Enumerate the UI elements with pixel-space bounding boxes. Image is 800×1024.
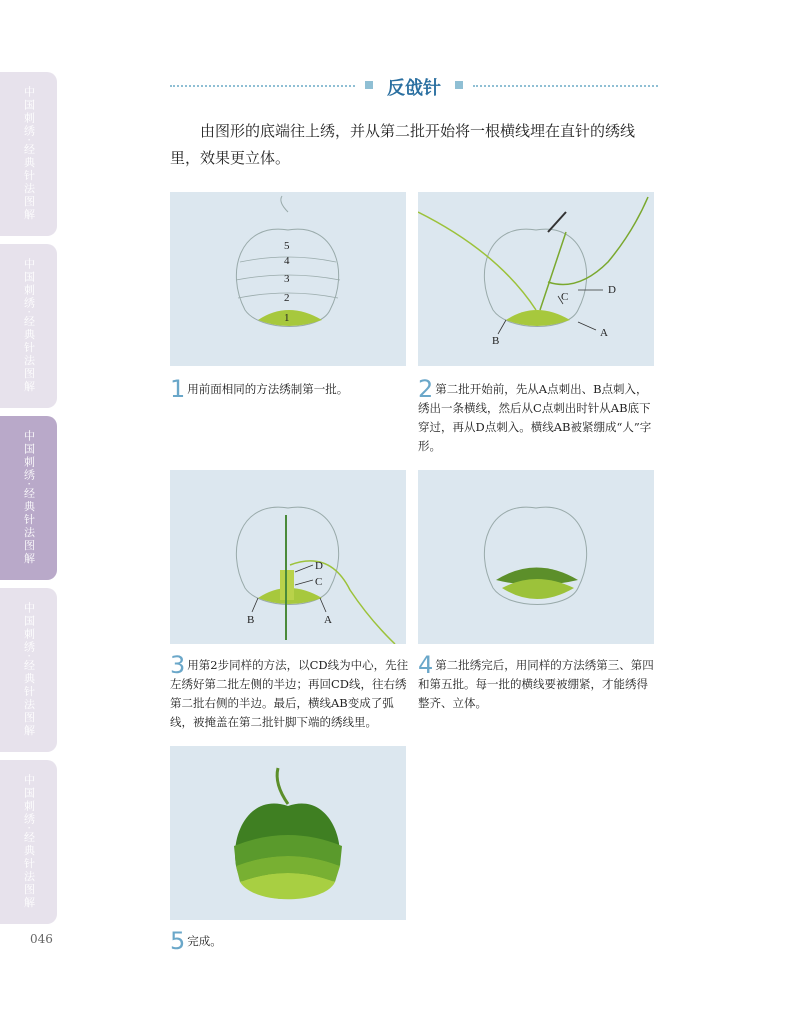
- title-square-right: [455, 81, 463, 89]
- row-label: 4: [284, 255, 290, 267]
- sidebar-tab-4[interactable]: [0, 588, 57, 752]
- step-4-photo: [418, 470, 654, 644]
- sidebar-tab-label: 中国刺绣·经典针法图解: [22, 602, 36, 738]
- step-3-caption: [170, 651, 410, 732]
- intro-paragraph: 由图形的底端往上绣，并从第二批开始将一根横线埋在直针的绣线里，效果更立体。: [170, 122, 636, 167]
- step-2-photo: [418, 192, 654, 366]
- sidebar-tab-2[interactable]: [0, 244, 57, 408]
- row-label: 3: [284, 273, 290, 285]
- step-2-caption: [418, 375, 658, 456]
- step-4-caption: [418, 651, 658, 713]
- step-number: 5: [170, 927, 186, 955]
- title-rule-right: [473, 85, 658, 87]
- step-5-photo: [170, 746, 406, 920]
- point-label-a: A: [600, 327, 608, 339]
- point-label-b: B: [492, 335, 500, 347]
- row-label: 5: [284, 240, 290, 252]
- sidebar-tab-label: 中国刺绣·经典针法图解: [22, 258, 36, 394]
- step-number: 3: [170, 651, 186, 679]
- point-label-d: D: [608, 284, 616, 296]
- sidebar-tab-5[interactable]: [0, 760, 57, 924]
- step-5-caption: [170, 927, 410, 955]
- step-text: 第二批绣完后，用同样的方法绣第三、第四和第五批。每一批的横线要被绷紧，才能绣得整齐、立体。: [418, 658, 654, 710]
- step-number: 1: [170, 375, 186, 403]
- point-label-c: C: [561, 291, 569, 303]
- step-text: 第二批开始前，先从A点刺出、B点刺入，绣出一条横线，然后从C点刺出时针从AB底下穿过，再从D点刺入。横线AB被紧绷成“人”字形。: [418, 382, 652, 453]
- sidebar-tab-label: 中国刺绣·经典针法图解: [22, 774, 36, 910]
- point-label-b: B: [247, 614, 255, 626]
- sidebar-tab-3-active[interactable]: [0, 416, 57, 580]
- step-1-caption: [170, 375, 410, 403]
- row-label: 1: [284, 312, 290, 324]
- point-label-c: C: [315, 576, 323, 588]
- step-text: 完成。: [187, 934, 222, 948]
- page-number: 046: [30, 932, 53, 946]
- step-text: 用第2步同样的方法，以CD线为中心，先往左绣好第二批左侧的半边；再回CD线，往右绣第二批右侧的半边。最后，横线AB变成了弧线，被掩盖在第二批针脚下端的绣线里。: [170, 658, 409, 729]
- step-1-photo: [170, 192, 406, 366]
- sidebar-tab-label: 中国刺绣·经典针法图解: [22, 86, 36, 222]
- page-header: [170, 74, 658, 98]
- step-number: 2: [418, 375, 434, 403]
- sidebar-tab-label: 中国刺绣·经典针法图解: [22, 430, 36, 566]
- step-3-photo: [170, 470, 406, 644]
- step-number: 4: [418, 651, 434, 679]
- page-title: 反戗针: [387, 78, 441, 99]
- point-label-a: A: [324, 614, 332, 626]
- step-text: 用前面相同的方法绣制第一批。: [187, 382, 349, 396]
- point-label-d: D: [315, 560, 323, 572]
- row-label: 2: [284, 292, 290, 304]
- sidebar-tab-1[interactable]: [0, 72, 57, 236]
